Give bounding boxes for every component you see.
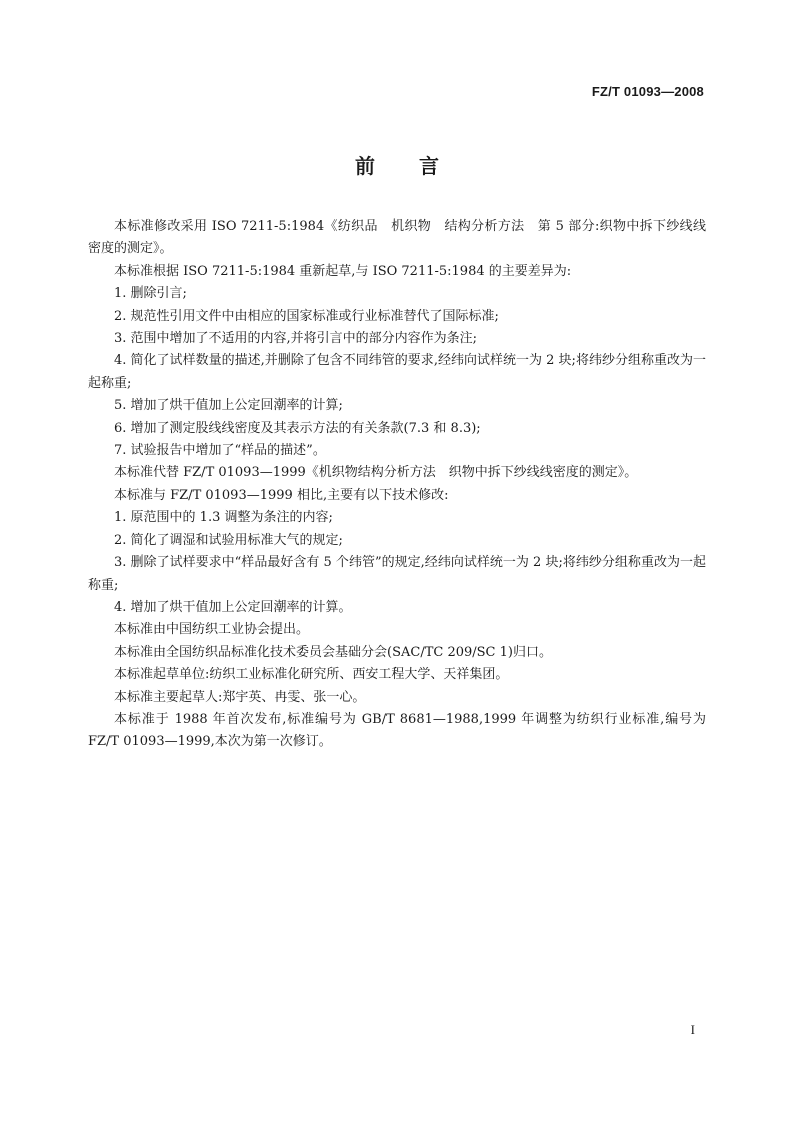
paragraph-supersedes: 本标准代替 FZ/T 01093—1999《机织物结构分析方法 织物中拆下纱线线密度的测定》。 — [114, 465, 638, 481]
preface-body — [88, 216, 706, 754]
list-item: 1. 原范围中的 1.3 调整为条注的内容; — [114, 510, 333, 526]
paragraph-differences-intro: 本标准根据 ISO 7211-5:1984 重新起草,与 ISO 7211-5:1984 的主要差异为: — [114, 263, 572, 279]
paragraph-history: 本标准于 1988 年首次发布,标准编号为 GB/T 8681—1988,1999 年调整为纺织行业标准,编号为 FZ/T 01093—1999,本次为第一次修订。 — [88, 711, 706, 750]
list-item: 1. 删除引言; — [114, 286, 187, 302]
paragraph-committee: 本标准由全国纺织品标准化技术委员会基础分会(SAC/TC 209/SC 1)归口。 — [114, 644, 552, 660]
paragraph-proposer: 本标准由中国纺织工业协会提出。 — [114, 622, 310, 638]
list-item: 6. 增加了测定股线线密度及其表示方法的有关条款(7.3 和 8.3); — [114, 420, 481, 436]
page-number: I — [690, 1022, 695, 1037]
standard-code: FZ/T 01093—2008 — [591, 84, 704, 99]
paragraph-drafters: 本标准主要起草人:郑宇英、冉雯、张一心。 — [114, 689, 366, 705]
list-item: 3. 删除了试样要求中“样品最好含有 5 个纬管”的规定,经纬向试样统一为 2 块;将纬纱分组称重改为一起称重; — [88, 555, 706, 593]
list-item: 4. 简化了试样数量的描述,并删除了包含不同纬管的要求,经纬向试样统一为 2 块;将纬纱分组称重改为一起称重; — [88, 353, 706, 391]
list-item: 7. 试验报告中增加了“样品的描述”。 — [114, 443, 326, 459]
list-item: 2. 简化了调湿和试验用标准大气的规定; — [114, 532, 343, 548]
page-title: 前言 — [355, 154, 483, 178]
paragraph-drafting-units: 本标准起草单位:纺织工业标准化研究所、西安工程大学、天祥集团。 — [114, 667, 509, 683]
list-item: 3. 范围中增加了不适用的内容,并将引言中的部分内容作为条注; — [114, 331, 478, 347]
list-item: 5. 增加了烘干值加上公定回潮率的计算; — [114, 398, 343, 414]
paragraph-changes-intro: 本标准与 FZ/T 01093—1999 相比,主要有以下技术修改: — [114, 487, 449, 503]
paragraph-adoption: 本标准修改采用 ISO 7211-5:1984《纺织品 机织物 结构分析方法 第 5 部分:织物中拆下纱线线密度的测定》。 — [88, 219, 706, 257]
list-item: 4. 增加了烘干值加上公定回潮率的计算。 — [114, 599, 352, 615]
list-item: 2. 规范性引用文件中由相应的国家标准或行业标准替代了国际标准; — [114, 308, 499, 324]
